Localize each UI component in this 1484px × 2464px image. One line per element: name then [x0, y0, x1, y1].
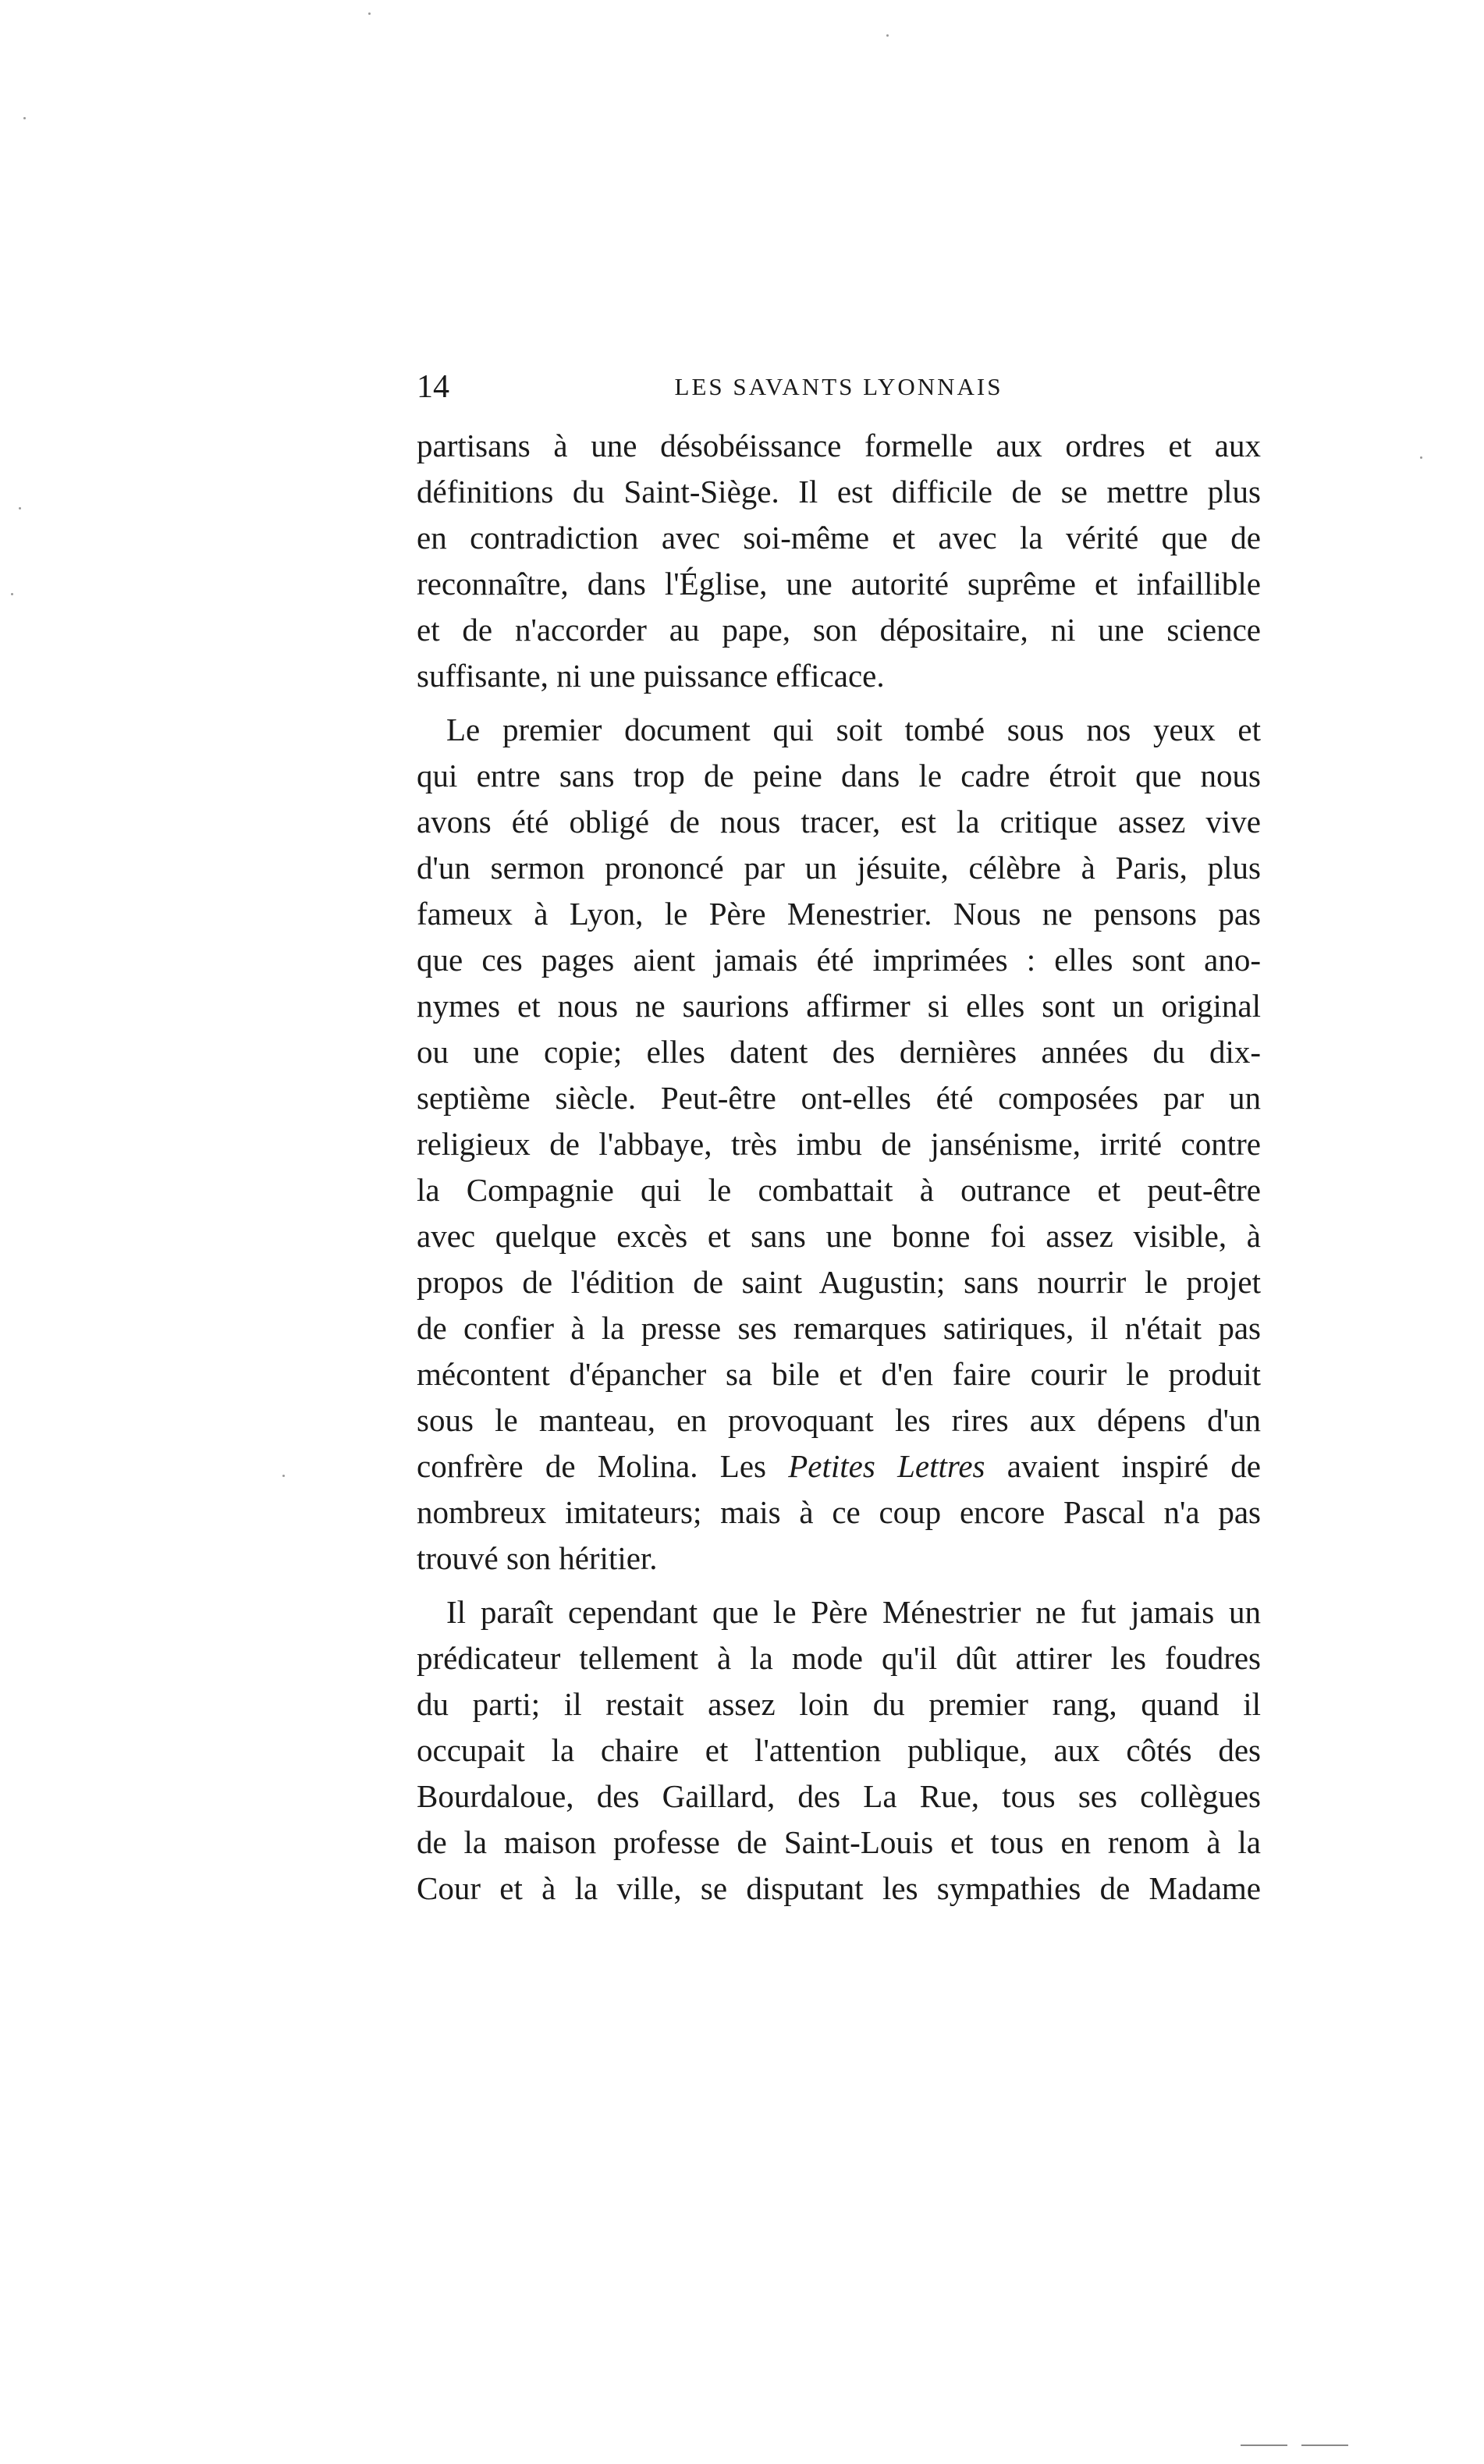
- page-number: 14: [417, 369, 449, 405]
- text-line: religieux de l'abbaye, très imbu de jansénisme, irrité contre: [417, 1126, 1261, 1162]
- text-line: de la maison professe de Saint-Louis et tous en renom à la: [417, 1824, 1261, 1860]
- paragraph-1: [417, 423, 1261, 699]
- text-line: propos de l'édition de saint Augustin; sans nourrir le projet: [417, 1264, 1261, 1300]
- running-title: LES SAVANTS LYONNAIS: [674, 373, 1003, 400]
- text-line: Il paraît cependant que le Père Ménestrier ne fut jamais un: [446, 1594, 1261, 1630]
- text-line: ou une copie; elles datent des dernières années du dix-: [417, 1034, 1261, 1070]
- scan-speck: [282, 1475, 285, 1477]
- text-run: confrère de Molina. Les: [417, 1448, 789, 1484]
- text-line: la Compagnie qui le combattait à outrance et peut-être: [417, 1172, 1261, 1208]
- text-line: reconnaître, dans l'Église, une autorité suprême et infaillible: [417, 566, 1261, 602]
- text-line: fameux à Lyon, le Père Menestrier. Nous ne pensons pas: [417, 896, 1261, 932]
- scan-speck: [11, 593, 13, 595]
- text-line: suffisante, ni une puissance efficace.: [417, 658, 885, 694]
- scan-speck: [368, 12, 371, 15]
- text-line: prédicateur tellement à la mode qu'il dût attirer les foudres: [417, 1640, 1261, 1676]
- text-line: nombreux imitateurs; mais à ce coup encore Pascal n'a pas: [417, 1494, 1261, 1530]
- text-line: sous le manteau, en provoquant les rires aux dépens d'un: [417, 1402, 1261, 1438]
- paragraph-2: [417, 707, 1261, 1582]
- text-line: avec quelque excès et sans une bonne foi assez visible, à: [417, 1218, 1261, 1254]
- paragraph-3: [417, 1589, 1261, 1912]
- text-line: Cour et à la ville, se disputant les sympathies de Madame: [417, 1870, 1261, 1906]
- scan-speck: [23, 117, 26, 119]
- text-line: septième siècle. Peut-être ont-elles été composées par un: [417, 1080, 1261, 1116]
- text-line: de confier à la presse ses remarques satiriques, il n'était pas: [417, 1310, 1261, 1346]
- scan-edge-marks: [1241, 2436, 1365, 2439]
- text-line: nymes et nous ne saurions affirmer si elles sont un original: [417, 988, 1261, 1024]
- text-line: Bourdaloue, des Gaillard, des La Rue, tous ses collègues: [417, 1778, 1261, 1814]
- text-line: partisans à une désobéissance formelle aux ordres et aux: [417, 428, 1261, 463]
- text-line: occupait la chaire et l'attention publique, aux côtés des: [417, 1732, 1261, 1768]
- scan-speck: [1420, 456, 1422, 459]
- text-line: et de n'accorder au pape, son dépositaire, ni une science: [417, 612, 1261, 648]
- text-line: définitions du Saint-Siège. Il est difficile de se mettre plus: [417, 474, 1261, 509]
- page-header: [417, 364, 1261, 410]
- body-text: [417, 423, 1261, 1912]
- text-line: du parti; il restait assez loin du premier rang, quand il: [417, 1686, 1261, 1722]
- scan-speck: [886, 34, 889, 37]
- scan-speck: [19, 507, 21, 509]
- text-line: en contradiction avec soi-même et avec la vérité que de: [417, 520, 1261, 556]
- text-line-with-italic: [417, 1443, 1261, 1489]
- text-line: Le premier document qui soit tombé sous nos yeux et: [446, 712, 1261, 747]
- text-line: que ces pages aient jamais été imprimées : elles sont ano-: [417, 942, 1261, 978]
- text-line: d'un sermon prononcé par un jésuite, célèbre à Paris, plus: [417, 850, 1261, 886]
- text-run: avaient inspiré de: [985, 1448, 1261, 1484]
- text-line: qui entre sans trop de peine dans le cadre étroit que nous: [417, 758, 1261, 794]
- text-line: mécontent d'épancher sa bile et d'en faire courir le produit: [417, 1356, 1261, 1392]
- text-line: trouvé son héritier.: [417, 1540, 658, 1576]
- text-line: avons été obligé de nous tracer, est la critique assez vive: [417, 804, 1261, 840]
- italic-title: Petites Lettres: [788, 1448, 985, 1484]
